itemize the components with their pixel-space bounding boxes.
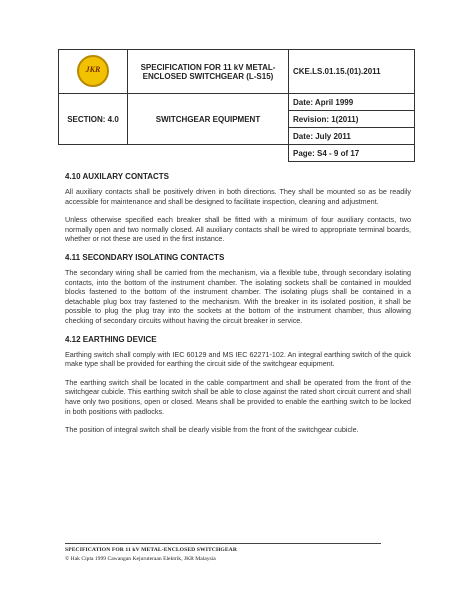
logo-text: JKR [85, 64, 101, 74]
footer-divider [65, 543, 381, 544]
logo-cell [59, 50, 128, 94]
rev-date: Date: July 2011 [289, 128, 415, 145]
section-heading-4-12: 4.12 EARTHING DEVICE [65, 334, 157, 344]
paragraph: All auxiliary contacts shall be positively driven in both directions. They shall be mounted so as be readily accessible for maintenance and shall be designed to facilitate inspection, cleaning and adjustment. [65, 187, 411, 206]
footer-copyright: © Hak Cipta 1999 Cawangan Kejuruteraan Elektrik, JKR Malaysia [65, 556, 216, 562]
spec-title: SPECIFICATION FOR 11 kV METAL-ENCLOSED SWITCHGEAR (L-S15) [128, 50, 289, 94]
section-title: SWITCHGEAR EQUIPMENT [128, 94, 289, 145]
revision: Revision: 1(2011) [289, 111, 415, 128]
paragraph: Unless otherwise specified each breaker shall be fitted with a minimum of four auxiliary contacts, two normally open and two normally closed. All auxiliary contacts shall be wired to appropriate terminal boards, whether or not these are used in the first instance. [65, 215, 411, 244]
jkr-logo-icon [77, 55, 109, 87]
document-body [65, 172, 411, 444]
header-table [58, 49, 415, 162]
paragraph: The secondary wiring shall be carried from the mechanism, via a flexible tube, through secondary isolating contacts, into the bottom of the instrument chamber. The isolating sockets shall be contained in moulded blocks fastened to the bottom of the instrument chamber. The isolating plugs shall be contained in a detachable plug box tray fastened to the mechanism. With the breaker in its isolated position, it shall be possible to plug the plug tray into the sockets at the bottom of the instrument chamber, thus allowing checking of secondary circuits without having the circuit breaker in service. [65, 267, 411, 325]
section-label: SECTION: 4.0 [59, 94, 128, 145]
footer-title: SPECIFICATION FOR 11 kV METAL-ENCLOSED SWITCHGEAR [65, 547, 237, 553]
paragraph: The position of integral switch shall be clearly visible from the front of the switchgear cubicle. [65, 425, 359, 435]
section-heading-4-11: 4.11 SECONDARY ISOLATING CONTACTS [65, 252, 225, 262]
date-label: Date: April 1999 [289, 94, 415, 111]
paragraph: The earthing switch shall be located in the cable compartment and shall be operated from the front of the switchgear cubicle. This earthing switch shall be able to close against the rated short circuit current and shall have only two positions, open or closed. Means shall be provided to enable the earthing switch to be locked in both positions with padlocks. [65, 377, 411, 416]
section-heading-4-10: 4.10 AUXILARY CONTACTS [65, 172, 170, 181]
paragraph: Earthing switch shall comply with IEC 60129 and MS IEC 62271-102. An integral earthing switch of the quick make type shall be provided for earthing the circuit side of the switchgear equipment. [65, 349, 411, 369]
page-number: Page: S4 - 9 of 17 [289, 145, 415, 162]
doc-ref: CKE.LS.01.15.(01).2011 [289, 50, 415, 94]
